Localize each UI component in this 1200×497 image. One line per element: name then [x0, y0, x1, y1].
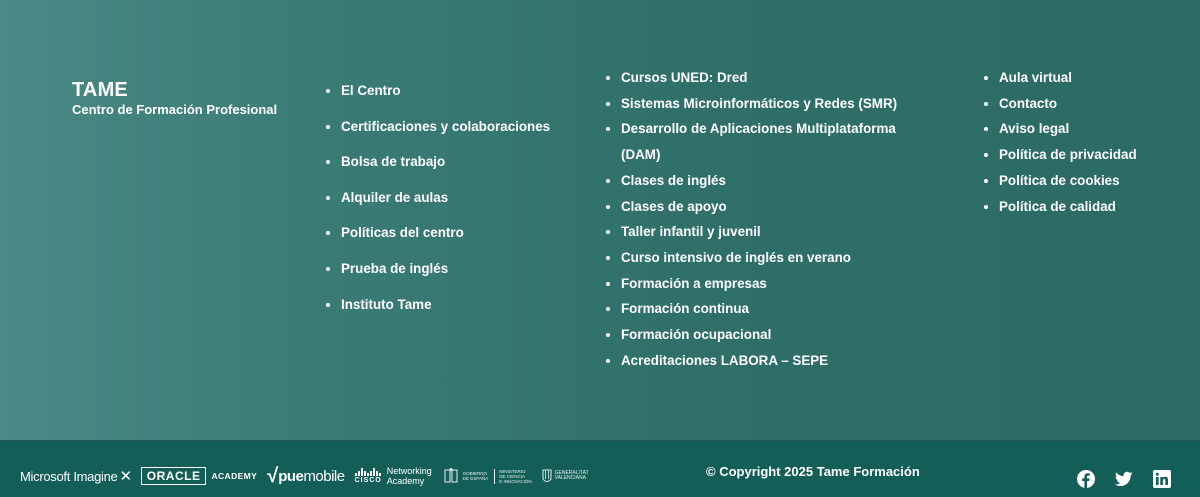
spain-coat-of-arms-icon: [442, 467, 460, 485]
link-el-centro[interactable]: El Centro: [326, 73, 550, 109]
link-curso-intensivo-ingles[interactable]: Curso intensivo de inglés en verano: [606, 245, 936, 271]
twitter-icon[interactable]: [1115, 470, 1133, 488]
ministry-text-1: MINISTERIO: [499, 468, 526, 474]
ministry-text-3: E INNOVACIÓN: [499, 478, 532, 484]
partner-logos: [20, 462, 589, 490]
link-politicas-del-centro[interactable]: Políticas del centro: [326, 215, 550, 251]
facebook-icon[interactable]: [1077, 470, 1095, 488]
imagine-x-icon: ✕: [119, 468, 132, 485]
link-acreditaciones-labora[interactable]: Acreditaciones LABORA – SEPE: [606, 348, 936, 374]
link-prueba-de-ingles[interactable]: Prueba de inglés: [326, 251, 550, 287]
link-formacion-empresas[interactable]: Formación a empresas: [606, 271, 936, 297]
link-instituto-tame[interactable]: Instituto Tame: [326, 287, 550, 323]
link-certificaciones[interactable]: Certificaciones y colaboraciones: [326, 109, 550, 145]
linkedin-icon[interactable]: [1153, 470, 1171, 488]
cisco-word: CISCO: [354, 477, 382, 484]
link-clases-de-ingles[interactable]: Clases de inglés: [606, 168, 936, 194]
footer-links-legal: [984, 65, 1137, 219]
link-politica-calidad[interactable]: Política de calidad: [984, 194, 1137, 220]
gva-shield-icon: [542, 467, 552, 485]
brand-subtitle: Centro de Formación Profesional: [72, 102, 278, 117]
link-clases-de-apoyo[interactable]: Clases de apoyo: [606, 194, 936, 220]
link-dam[interactable]: Desarrollo de Aplicaciones Multiplataforma (DAM): [606, 116, 936, 167]
microsoft-imagine-text: Microsoft Imagine: [20, 468, 118, 484]
gob-text-1: GOBIERNO: [462, 471, 488, 476]
link-aviso-legal[interactable]: Aviso legal: [984, 116, 1137, 142]
pue-brand-text: pue: [278, 467, 304, 485]
oracle-logo: ORACLE: [141, 467, 207, 485]
footer-brand: [72, 78, 277, 118]
gobierno-espana-logo: [442, 467, 532, 485]
link-politica-privacidad[interactable]: Política de privacidad: [984, 142, 1137, 168]
link-contacto[interactable]: Contacto: [984, 91, 1137, 117]
cisco-academy-text: Academy: [386, 476, 425, 486]
pue-mobile-logo: [267, 465, 344, 488]
link-aula-virtual[interactable]: Aula virtual: [984, 65, 1137, 91]
gva-text-2: VALENCIANA: [554, 475, 586, 481]
link-smr[interactable]: Sistemas Microinformáticos y Redes (SMR): [606, 91, 936, 117]
link-formacion-continua[interactable]: Formación continua: [606, 296, 936, 322]
microsoft-imagine-logo: [20, 467, 132, 485]
gob-text-2: DE ESPAÑA: [462, 476, 489, 481]
cisco-networking-academy-logo: [355, 466, 432, 486]
link-formacion-ocupacional[interactable]: Formación ocupacional: [606, 322, 936, 348]
link-bolsa-de-trabajo[interactable]: Bolsa de trabajo: [326, 144, 550, 180]
cisco-networking-text: Networking: [386, 466, 432, 476]
footer-links-courses: [606, 65, 936, 373]
cisco-bars-icon: [355, 468, 381, 476]
gva-text-1: GENERALITAT: [554, 469, 589, 476]
copyright-text: © Copyright 2025 Tame Formación: [706, 464, 920, 479]
generalitat-valenciana-logo: [542, 467, 589, 485]
pue-suffix-text: mobile: [303, 467, 345, 485]
link-politica-cookies[interactable]: Política de cookies: [984, 168, 1137, 194]
ministry-text-2: DE CIENCIA: [499, 473, 525, 479]
link-alquiler-de-aulas[interactable]: Alquiler de aulas: [326, 180, 550, 216]
link-cursos-uned[interactable]: Cursos UNED: Dred: [606, 65, 936, 91]
oracle-academy-text: ACADEMY: [211, 471, 258, 481]
footer-links-center: [326, 73, 550, 322]
link-taller-infantil[interactable]: Taller infantil y juvenil: [606, 219, 936, 245]
pue-v-icon: √: [267, 464, 279, 487]
brand-title: TAME: [72, 79, 128, 101]
